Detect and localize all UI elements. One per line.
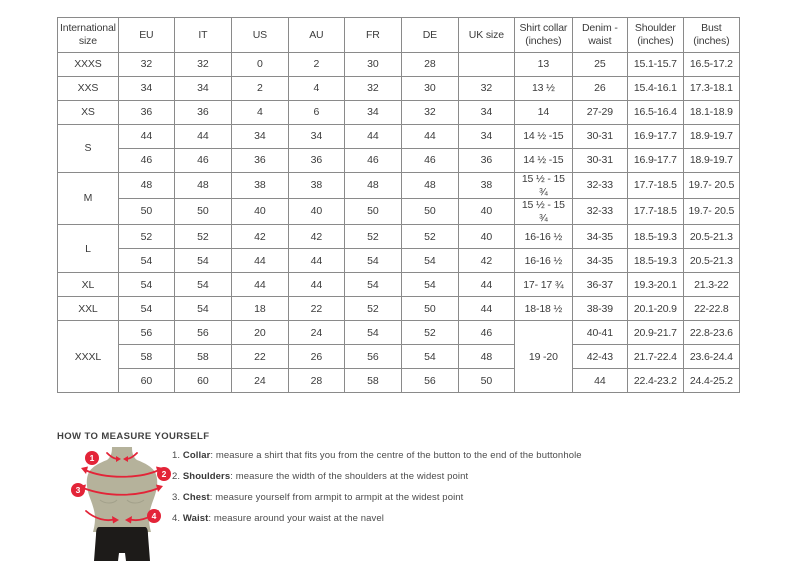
table-cell: 34 (458, 101, 514, 125)
step-term: Chest (182, 492, 210, 503)
marker-4 (147, 509, 161, 523)
howto-step-waist (172, 513, 582, 534)
table-cell: 18.5-19.3 (627, 225, 683, 249)
table-cell: 22.4-23.2 (627, 369, 683, 393)
table-cell: XS (58, 101, 119, 125)
step-term: Shoulders (182, 471, 231, 482)
step-number: 3. (172, 492, 183, 503)
table-cell: 36 (174, 101, 231, 125)
table-cell: 38 (458, 173, 514, 199)
table-cell: 40 (288, 199, 344, 225)
header-row (58, 18, 740, 53)
table-cell: 16-16 ½ (514, 225, 572, 249)
table-cell: 60 (174, 369, 231, 393)
step-number: 1. (172, 450, 183, 461)
size-table-header (58, 18, 740, 53)
table-cell: 26 (572, 77, 627, 101)
table-cell: 44 (288, 273, 344, 297)
table-cell: 54 (118, 249, 174, 273)
table-cell: 32 (174, 53, 231, 77)
howto-step-shoulders (172, 471, 582, 492)
header-cell: US (231, 18, 288, 53)
table-cell: 34 (118, 77, 174, 101)
table-row (58, 53, 740, 77)
table-cell: 24.4-25.2 (683, 369, 739, 393)
table-cell: 50 (401, 199, 458, 225)
table-cell: 18.9-19.7 (683, 149, 739, 173)
table-cell: 14 (514, 101, 572, 125)
table-cell: 28 (288, 369, 344, 393)
table-cell: XXL (58, 297, 119, 321)
table-cell: 30-31 (572, 125, 627, 149)
table-cell: 46 (174, 149, 231, 173)
table-cell: 54 (344, 273, 401, 297)
table-cell: 52 (344, 225, 401, 249)
table-cell: 19 -20 (514, 321, 572, 393)
table-cell: 60 (118, 369, 174, 393)
table-cell: 54 (118, 273, 174, 297)
table-cell: 18 (231, 297, 288, 321)
table-cell: 34 (344, 101, 401, 125)
table-cell: 21.7-22.4 (627, 345, 683, 369)
table-cell: 34-35 (572, 225, 627, 249)
table-cell: 44 (344, 125, 401, 149)
table-cell: 32-33 (572, 173, 627, 199)
table-cell: 42 (458, 249, 514, 273)
table-cell: 16-16 ½ (514, 249, 572, 273)
table-cell: 36 (288, 149, 344, 173)
table-cell: 13 (514, 53, 572, 77)
table-cell: 27-29 (572, 101, 627, 125)
table-cell: 32 (344, 77, 401, 101)
step-number: 2. (172, 471, 183, 482)
table-cell: 20.9-21.7 (627, 321, 683, 345)
table-cell: 50 (118, 199, 174, 225)
table-cell: 38-39 (572, 297, 627, 321)
mannequin-figure-svg (55, 440, 187, 566)
table-cell: 2 (231, 77, 288, 101)
table-cell: 48 (401, 173, 458, 199)
table-cell: 54 (174, 273, 231, 297)
table-cell: 42 (231, 225, 288, 249)
table-cell: 44 (118, 125, 174, 149)
table-cell: 0 (231, 53, 288, 77)
header-cell: EU (118, 18, 174, 53)
table-cell: 56 (118, 321, 174, 345)
table-cell: 26 (288, 345, 344, 369)
table-cell: 20.5-21.3 (683, 225, 739, 249)
table-cell: 56 (344, 345, 401, 369)
size-table (57, 17, 740, 393)
table-row (58, 273, 740, 297)
howto-steps (172, 450, 582, 534)
table-cell: 52 (344, 297, 401, 321)
table-cell: 17.3-18.1 (683, 77, 739, 101)
table-cell: 44 (174, 125, 231, 149)
table-cell: 19.7- 20.5 (683, 199, 739, 225)
table-cell: 34 (458, 125, 514, 149)
table-cell: 36 (118, 101, 174, 125)
table-cell: 18.9-19.7 (683, 125, 739, 149)
step-term: Collar (182, 450, 211, 461)
table-cell: 58 (174, 345, 231, 369)
table-cell: 46 (458, 321, 514, 345)
table-cell: 18.1-18.9 (683, 101, 739, 125)
table-cell: 34 (288, 125, 344, 149)
table-cell: 32-33 (572, 199, 627, 225)
table-cell: 52 (401, 321, 458, 345)
table-cell: 19.7- 20.5 (683, 173, 739, 199)
table-cell: 14 ½ -15 (514, 149, 572, 173)
table-cell: 17- 17 ¾ (514, 273, 572, 297)
table-cell: 36 (231, 149, 288, 173)
table-cell: 44 (288, 249, 344, 273)
step-number: 4. (172, 513, 183, 524)
table-cell: 28 (401, 53, 458, 77)
table-cell: 15 ½ - 15 ¾ (514, 199, 572, 225)
table-cell: XXXL (58, 321, 119, 393)
howto-step-chest (172, 492, 582, 513)
step-text: : measure around your waist at the navel (208, 513, 384, 524)
table-cell: 44 (231, 249, 288, 273)
table-cell: 32 (118, 53, 174, 77)
table-cell: 48 (344, 173, 401, 199)
table-cell: 17.7-18.5 (627, 173, 683, 199)
table-cell: XXS (58, 77, 119, 101)
table-cell: 40 (458, 225, 514, 249)
table-cell: 20 (231, 321, 288, 345)
step-text: : measure yourself from armpit to armpit at the widest point (209, 492, 464, 503)
table-cell: 58 (118, 345, 174, 369)
table-cell: 38 (231, 173, 288, 199)
table-cell: 16.9-17.7 (627, 149, 683, 173)
table-cell: 50 (174, 199, 231, 225)
table-row (58, 345, 740, 369)
table-cell: 40 (231, 199, 288, 225)
table-cell: 16.5-17.2 (683, 53, 739, 77)
table-cell: 32 (458, 77, 514, 101)
table-cell: 46 (401, 149, 458, 173)
howto-title: HOW TO MEASURE YOURSELF (57, 431, 210, 442)
svg-text:2: 2 (161, 469, 167, 479)
header-cell: Denim - waist (572, 18, 627, 53)
table-cell: 19.3-20.1 (627, 273, 683, 297)
table-cell: 44 (572, 369, 627, 393)
table-cell: 54 (344, 321, 401, 345)
table-cell: 4 (231, 101, 288, 125)
table-cell: 34 (174, 77, 231, 101)
table-row (58, 225, 740, 249)
header-cell: Shirt collar (inches) (514, 18, 572, 53)
table-cell: 6 (288, 101, 344, 125)
table-cell: 52 (174, 225, 231, 249)
howto-step-collar (172, 450, 582, 471)
table-cell: 40-41 (572, 321, 627, 345)
step-term: Waist (182, 513, 209, 524)
table-cell: 15.4-16.1 (627, 77, 683, 101)
table-cell: 18.5-19.3 (627, 249, 683, 273)
header-cell: DE (401, 18, 458, 53)
table-cell: 34 (231, 125, 288, 149)
table-cell: 20.1-20.9 (627, 297, 683, 321)
table-row (58, 321, 740, 345)
table-cell: 30 (401, 77, 458, 101)
marker-2 (157, 467, 171, 481)
table-cell: 18-18 ½ (514, 297, 572, 321)
mannequin-shorts (94, 527, 150, 561)
table-cell: 22.8-23.6 (683, 321, 739, 345)
table-cell: 21.3-22 (683, 273, 739, 297)
measurement-figure (55, 440, 187, 566)
table-cell: 22 (231, 345, 288, 369)
table-cell: 30-31 (572, 149, 627, 173)
table-cell: 48 (174, 173, 231, 199)
table-cell: 54 (344, 249, 401, 273)
header-cell: AU (288, 18, 344, 53)
svg-text:4: 4 (151, 511, 157, 521)
table-row (58, 149, 740, 173)
table-cell: 24 (231, 369, 288, 393)
table-cell: 36-37 (572, 273, 627, 297)
table-cell: 56 (174, 321, 231, 345)
step-text: : measure the width of the shoulders at the widest point (230, 471, 469, 482)
marker-1 (85, 451, 99, 465)
table-cell: 50 (458, 369, 514, 393)
header-cell: International size (58, 18, 119, 53)
table-row (58, 297, 740, 321)
table-row (58, 101, 740, 125)
table-cell: 46 (118, 149, 174, 173)
table-cell: 58 (344, 369, 401, 393)
table-cell: 54 (174, 249, 231, 273)
table-cell: 52 (401, 225, 458, 249)
table-cell: 46 (344, 149, 401, 173)
table-cell: 4 (288, 77, 344, 101)
table-cell: 22-22.8 (683, 297, 739, 321)
table-cell: 36 (458, 149, 514, 173)
table-cell: S (58, 125, 119, 173)
table-row (58, 173, 740, 199)
size-table-body (58, 53, 740, 393)
table-cell: 15.1-15.7 (627, 53, 683, 77)
marker-3 (71, 483, 85, 497)
table-cell: 13 ½ (514, 77, 572, 101)
header-cell: IT (174, 18, 231, 53)
table-cell: 16.5-16.4 (627, 101, 683, 125)
header-cell: UK size (458, 18, 514, 53)
table-row (58, 199, 740, 225)
step-text: : measure a shirt that fits you from the centre of the button to the end of the buttonhole (210, 450, 582, 461)
table-cell: 48 (118, 173, 174, 199)
table-cell: 40 (458, 199, 514, 225)
table-cell: 54 (401, 273, 458, 297)
table-cell: 54 (174, 297, 231, 321)
table-cell: 54 (401, 345, 458, 369)
table-cell: 25 (572, 53, 627, 77)
svg-text:1: 1 (89, 453, 95, 463)
table-cell: 44 (401, 125, 458, 149)
table-cell: 22 (288, 297, 344, 321)
table-cell: 50 (344, 199, 401, 225)
table-cell: 42 (288, 225, 344, 249)
table-cell: 16.9-17.7 (627, 125, 683, 149)
table-cell: 44 (458, 297, 514, 321)
table-row (58, 369, 740, 393)
table-cell: 44 (231, 273, 288, 297)
svg-text:3: 3 (75, 485, 81, 495)
table-row (58, 125, 740, 149)
table-cell: 54 (401, 249, 458, 273)
table-cell: 38 (288, 173, 344, 199)
table-cell: XXXS (58, 53, 119, 77)
table-cell: XL (58, 273, 119, 297)
table-cell: L (58, 225, 119, 273)
table-cell: 34-35 (572, 249, 627, 273)
table-cell: 50 (401, 297, 458, 321)
table-cell: 24 (288, 321, 344, 345)
header-cell: Shoulder (inches) (627, 18, 683, 53)
table-cell: 23.6-24.4 (683, 345, 739, 369)
table-cell: 20.5-21.3 (683, 249, 739, 273)
table-cell: 30 (344, 53, 401, 77)
table-cell: 2 (288, 53, 344, 77)
table-cell: 48 (458, 345, 514, 369)
table-cell: 44 (458, 273, 514, 297)
table-cell: 14 ½ -15 (514, 125, 572, 149)
table-row (58, 249, 740, 273)
table-cell: 52 (118, 225, 174, 249)
header-cell: Bust (inches) (683, 18, 739, 53)
table-cell: 54 (118, 297, 174, 321)
table-cell (458, 53, 514, 77)
table-cell: 15 ½ - 15 ¾ (514, 173, 572, 199)
table-cell: 42-43 (572, 345, 627, 369)
table-cell: 56 (401, 369, 458, 393)
table-row (58, 77, 740, 101)
header-cell: FR (344, 18, 401, 53)
table-cell: 17.7-18.5 (627, 199, 683, 225)
table-cell: M (58, 173, 119, 225)
table-cell: 32 (401, 101, 458, 125)
